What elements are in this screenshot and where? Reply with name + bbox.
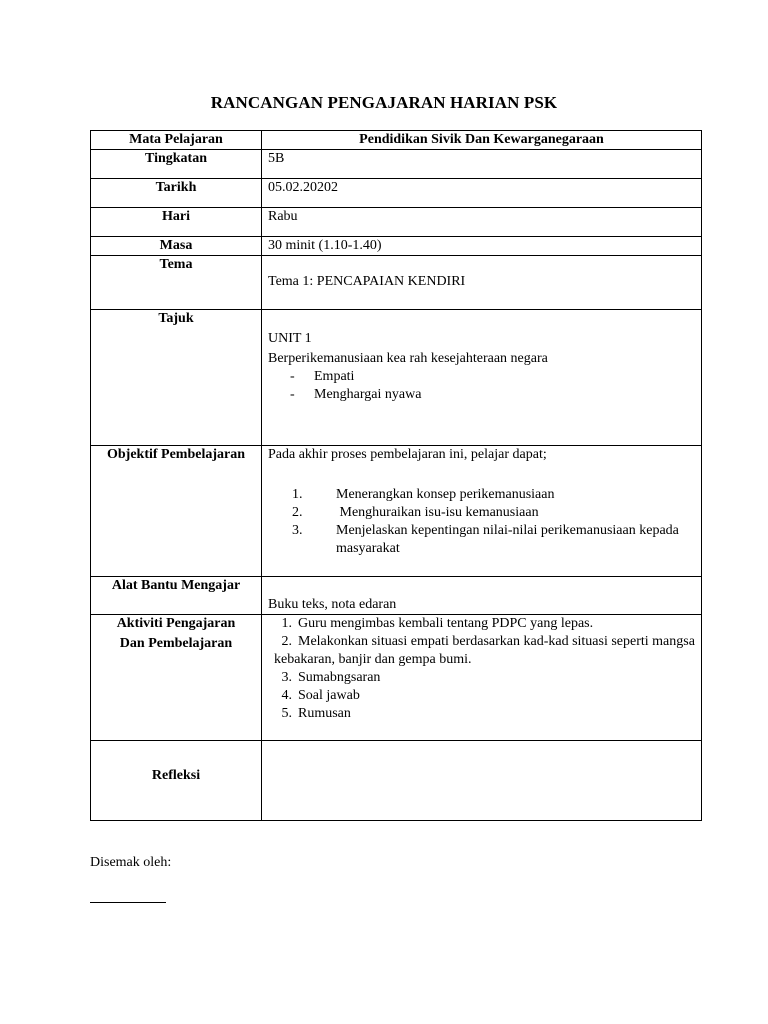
value-tarikh: 05.02.20202: [262, 179, 702, 208]
value-tema-cell: [262, 256, 702, 310]
table-row-tarikh: [91, 179, 702, 208]
list-item: 2. Melakonkan situasi empati berdasarkan kad-kad situasi seperti mangsa kebakaran, banjir dan gempa bumi.: [274, 634, 695, 667]
table-row-tema: [91, 256, 702, 310]
list-item: 4. Soal jawab: [281, 688, 360, 703]
table-row-alat: [91, 577, 702, 615]
table-row-hari: [91, 208, 702, 237]
value-tema: Tema 1: PENCAPAIAN KENDIRI: [268, 274, 466, 289]
label-aktiviti-line2: Dan Pembelajaran: [119, 636, 233, 651]
value-refleksi: [262, 741, 702, 821]
table-row-masa: [91, 237, 702, 256]
label-tarikh: Tarikh: [91, 179, 262, 208]
label-aktiviti-line1: Aktiviti Pengajaran: [116, 616, 236, 631]
table-row-aktiviti: [91, 615, 702, 741]
value-masa: 30 minit (1.10-1.40): [262, 237, 702, 256]
list-item: 1. Menerangkan konsep perikemanusiaan: [292, 487, 555, 502]
label-alat: Alat Bantu Mengajar: [91, 577, 262, 615]
label-refleksi: Refleksi: [151, 767, 201, 783]
value-alat: Buku teks, nota edaran: [268, 597, 397, 612]
tajuk-bullet-list: [268, 368, 695, 404]
value-hari: Rabu: [262, 208, 702, 237]
list-item: 3. Menjelaskan kepentingan nilai-nilai perikemanusiaan kepada masyarakat: [292, 523, 679, 556]
value-alat-cell: [262, 577, 702, 615]
list-item: 1. Guru mengimbas kembali tentang PDPC yang lepas.: [281, 616, 594, 631]
label-tema: Tema: [91, 256, 262, 310]
label-hari: Hari: [91, 208, 262, 237]
label-tingkatan: Tingkatan: [91, 150, 262, 179]
label-mata-pelajaran: Mata Pelajaran: [91, 131, 262, 150]
list-item: 2. Menghuraikan isu-isu kemanusiaan: [292, 505, 539, 520]
value-mata-pelajaran: Pendidikan Sivik Dan Kewarganegaraan: [262, 131, 702, 150]
table-row-mata-pelajaran: [91, 131, 702, 150]
value-tingkatan: 5B: [262, 150, 702, 179]
table-row-tajuk: [91, 310, 702, 446]
list-item: - Menghargai nyawa: [290, 387, 422, 402]
table-row-tingkatan: [91, 150, 702, 179]
value-tajuk-cell: [262, 310, 702, 446]
disemak-label: Disemak oleh:: [90, 855, 172, 870]
list-item: 5. Rumusan: [281, 706, 351, 721]
label-objektif: Objektif Pembelajaran: [91, 446, 262, 577]
tajuk-subtitle: Berperikemanusiaan kea rah kesejahteraan negara: [268, 351, 548, 366]
value-objektif-cell: [262, 446, 702, 577]
objektif-intro: Pada akhir proses pembelajaran ini, pelajar dapat;: [268, 447, 547, 462]
table-row-refleksi: [91, 741, 702, 821]
list-item: - Empati: [290, 369, 355, 384]
label-refleksi-cell: [91, 741, 262, 821]
signature-line: [90, 902, 166, 903]
label-masa: Masa: [91, 237, 262, 256]
objektif-list: [268, 486, 695, 558]
table-row-objektif: [91, 446, 702, 577]
list-item: 3. Sumabngsaran: [281, 670, 381, 685]
tajuk-unit: UNIT 1: [268, 331, 312, 346]
value-aktiviti-cell: [262, 615, 702, 741]
label-aktiviti: [91, 615, 262, 741]
aktiviti-list: [268, 615, 695, 723]
label-tajuk: Tajuk: [91, 310, 262, 446]
lesson-plan-table: [90, 130, 702, 821]
document-title: RANCANGAN PENGAJARAN HARIAN PSK: [210, 93, 558, 112]
